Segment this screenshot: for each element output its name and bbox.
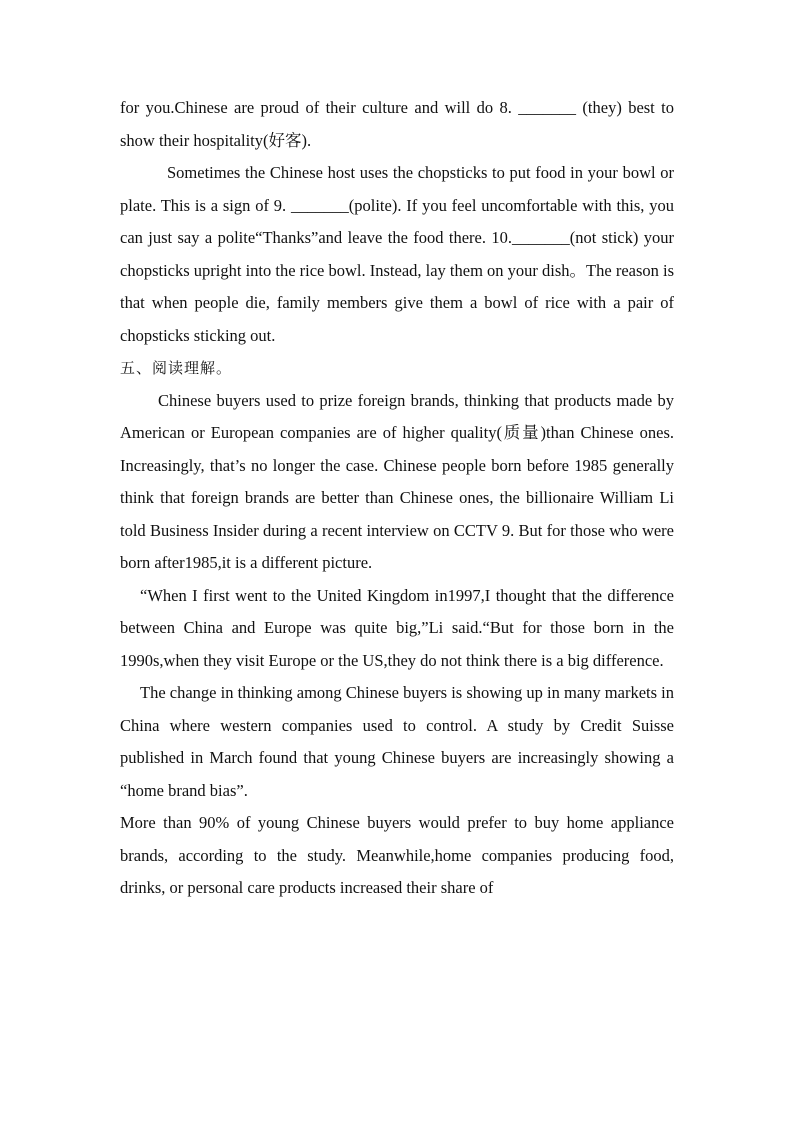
paragraph-foreign-brands: Chinese buyers used to prize foreign brands, thinking that products made by American or European companies are of higher quality(质量)than Chinese ones. Increasingly, that’s no longer the case. Chinese people born before 1985 generally think that foreign brands are better than Chinese ones, the billionaire William Li told Business Insider during a recent interview on CCTV 9. But for those who were born after1985,it is a different picture. [120,390,674,572]
paragraph-change-in-thinking: The change in thinking among Chinese buyers is showing up in many markets in China where western companies used to control. A study by Credit Suisse published in March found that young Chinese buyers are increasingly showing a “home brand bias”. [120,683,674,800]
paragraph-li-quote: “When I first went to the United Kingdom in1997,I thought that the difference between China and Europe was quite big,”Li said.“But for those born in the 1990s,when they visit Europe or the US,they do not think there is a big difference. [120,585,674,670]
section-heading-reading: 五、阅读理解。 [120,359,233,377]
document-body [120,92,674,905]
paragraph-home-appliance: More than 90% of young Chinese buyers would prefer to buy home appliance brands, according to the study. Meanwhile,home companies producing food, drinks, or personal care products increased their share of [120,813,674,897]
paragraph-chopsticks: Sometimes the Chinese host uses the chopsticks to put food in your bowl or plate. This is a sign of 9. _______(polite). If you feel uncomfortable with this, you can just say a polite“Thanks”and leave the food there. 10._______(not stick) your chopsticks upright into the rice bowl. Instead, lay them on your dish。The reason is that when people die, family members give them a bowl of rice with a pair of chopsticks sticking out. [120,163,675,345]
paragraph-hospitality: for you.Chinese are proud of their culture and will do 8. _______ (they) best to show their hospitality(好客). [120,98,674,150]
